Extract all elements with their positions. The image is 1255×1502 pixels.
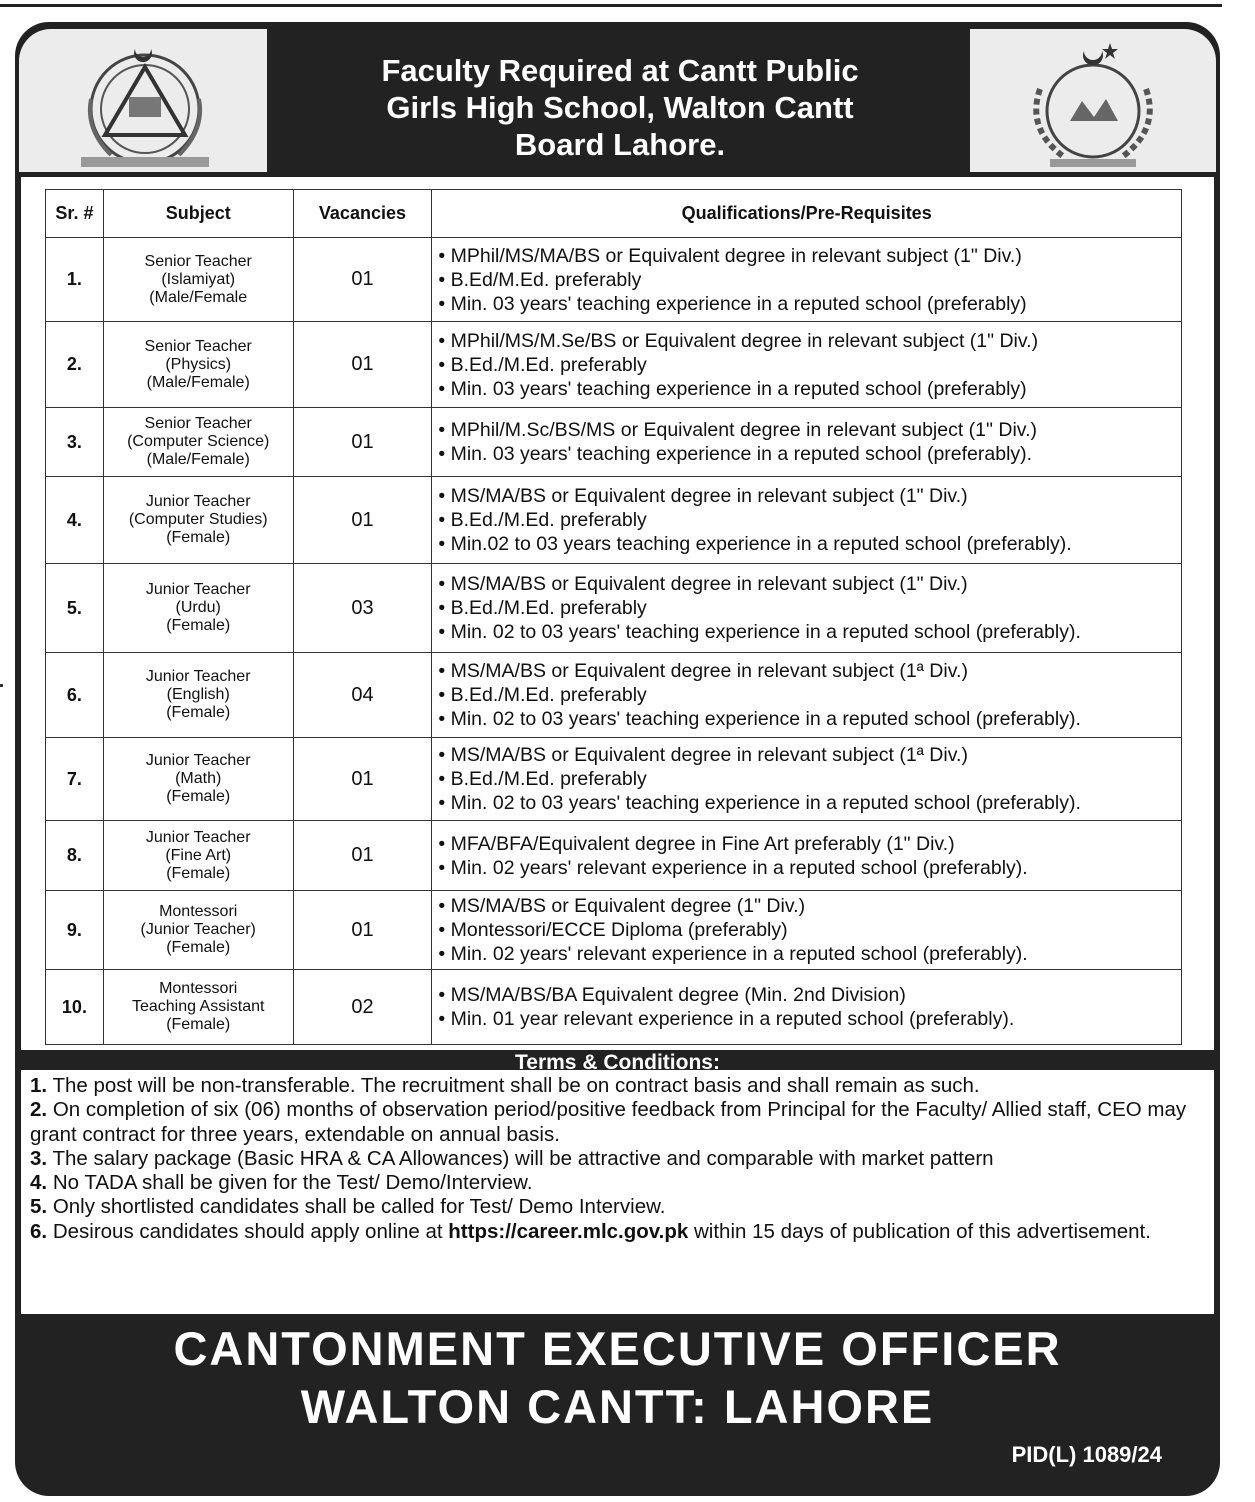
advertisement-frame xyxy=(15,22,1220,1496)
qualification-item: • Min. 02 years' relevant experience in a reputed school (preferably). xyxy=(438,856,1181,880)
table-row xyxy=(46,738,1182,821)
term-number: 1. xyxy=(30,1074,48,1097)
subject-line: Montessori xyxy=(159,903,238,920)
qualification-item: • B.Ed./M.Ed. preferably xyxy=(438,508,1181,532)
header-subject: Subject xyxy=(103,190,293,238)
row-sr: 5. xyxy=(46,564,104,653)
qualification-item: • Min. 02 years' relevant experience in a reputed school (preferably). xyxy=(438,942,1181,966)
term-item xyxy=(30,1171,1210,1195)
subject-line: (Male/Female xyxy=(149,288,248,306)
subject-line: Montessori xyxy=(159,980,238,997)
row-subject xyxy=(103,477,293,564)
row-sr: 2. xyxy=(46,322,104,408)
table-row xyxy=(46,821,1182,891)
qualification-item: • Montessori/ECCE Diploma (preferably) xyxy=(438,918,1181,942)
subject-line: (Urdu) xyxy=(175,599,221,616)
row-qualifications xyxy=(432,322,1182,408)
term-item xyxy=(30,1098,1210,1147)
row-vacancies: 03 xyxy=(293,564,432,653)
qualification-item: • B.Ed./M.Ed. preferably xyxy=(438,353,1181,377)
header-qualifications: Qualifications/Pre-Requisites xyxy=(432,190,1182,238)
row-subject xyxy=(103,564,293,653)
row-qualifications xyxy=(432,821,1182,891)
school-logo xyxy=(19,29,267,172)
cantonment-board-logo xyxy=(970,29,1216,172)
qualification-item: • MPhil/MS/M.Se/BS or Equivalent degree in relevant subject (1" Div.) xyxy=(438,329,1181,353)
row-sr: 1. xyxy=(46,238,104,322)
qualification-item: • MS/MA/BS or Equivalent degree in relevant subject (1ª Div.) xyxy=(438,659,1181,683)
subject-line: (Fine Art) xyxy=(165,846,232,864)
row-subject xyxy=(103,738,293,821)
qualification-item: • MS/MA/BS/BA Equivalent degree (Min. 2nd Division) xyxy=(438,983,1181,1007)
row-vacancies: 01 xyxy=(293,322,432,408)
subject-line: Junior Teacher xyxy=(145,581,251,598)
qualification-item: • Min.02 to 03 years teaching experience in a reputed school (preferably). xyxy=(438,532,1181,556)
subject-line: (Physics) xyxy=(165,355,232,373)
subject-line: Junior Teacher xyxy=(145,752,251,769)
qualification-item: • Min. 02 to 03 years' teaching experience in a reputed school (preferably). xyxy=(438,620,1181,644)
row-qualifications xyxy=(432,564,1182,653)
subject-line: Junior Teacher xyxy=(145,668,251,685)
row-sr: 3. xyxy=(46,408,104,477)
row-subject xyxy=(103,653,293,738)
subject-line: Senior Teacher xyxy=(144,415,252,432)
row-qualifications xyxy=(432,891,1182,970)
subject-line: (Computer Studies) xyxy=(128,511,268,528)
table-row xyxy=(46,477,1182,564)
subject-line: Senior Teacher xyxy=(144,252,252,270)
row-subject xyxy=(103,970,293,1045)
row-vacancies: 04 xyxy=(293,653,432,738)
qualification-item: • MPhil/MS/MA/BS or Equivalent degree in relevant subject (1" Div.) xyxy=(438,244,1181,268)
main-content xyxy=(21,177,1214,1314)
table-header-row xyxy=(46,190,1182,238)
subject-line: (Female) xyxy=(166,617,231,634)
subject-line: (Female) xyxy=(166,939,231,956)
row-vacancies: 01 xyxy=(293,408,432,477)
qualification-item: • B.Ed./M.Ed. preferably xyxy=(438,683,1181,707)
subject-line: Junior Teacher xyxy=(145,493,251,510)
term-number: 5. xyxy=(30,1195,48,1219)
top-rule xyxy=(0,4,1222,7)
row-vacancies: 01 xyxy=(293,477,432,564)
subject-line: (Math) xyxy=(175,770,222,787)
qualification-item: • B.Ed./M.Ed. preferably xyxy=(438,767,1181,791)
term-text: No TADA shall be given for the Test/ Demo/Interview. xyxy=(52,1171,533,1195)
term-item xyxy=(30,1220,1210,1244)
page-title xyxy=(277,52,963,163)
table-row xyxy=(46,891,1182,970)
qualification-item: • Min. 01 year relevant experience in a reputed school (preferably). xyxy=(438,1007,1181,1031)
row-qualifications xyxy=(432,970,1182,1045)
pid-number: PID(L) 1089/24 xyxy=(1011,1442,1162,1467)
subject-line: (Female) xyxy=(166,704,231,721)
footer xyxy=(15,1314,1220,1496)
subject-line: (Islamiyat) xyxy=(161,270,236,288)
table-row xyxy=(46,653,1182,738)
qualification-item: • MS/MA/BS or Equivalent degree (1" Div.) xyxy=(438,894,1181,918)
subject-line: Junior Teacher xyxy=(145,828,251,846)
qualification-item: • B.Ed./M.Ed. preferably xyxy=(438,596,1181,620)
row-sr: 7. xyxy=(46,738,104,821)
term-text: Only shortlisted candidates shall be called for Test/ Demo Interview. xyxy=(52,1195,666,1219)
qualification-item: • B.Ed/M.Ed. preferably xyxy=(438,268,1181,292)
subject-line: Teaching Assistant xyxy=(131,998,265,1015)
subject-line: Senior Teacher xyxy=(144,337,252,355)
subject-line: (English) xyxy=(166,686,230,703)
subject-line: (Male/Female) xyxy=(146,373,250,391)
cantonment-seal-icon xyxy=(970,29,1216,172)
qualification-item: • MFA/BFA/Equivalent degree in Fine Art preferably (1" Div.) xyxy=(438,832,1181,856)
row-sr: 4. xyxy=(46,477,104,564)
row-qualifications xyxy=(432,653,1182,738)
row-sr: 8. xyxy=(46,821,104,891)
header-vacancies: Vacancies xyxy=(293,190,432,238)
qualification-item: • MS/MA/BS or Equivalent degree in relevant subject (1" Div.) xyxy=(438,572,1181,596)
term-item xyxy=(30,1074,1210,1098)
table-row xyxy=(46,322,1182,408)
term-text: Desirous candidates should apply online at xyxy=(52,1219,443,1243)
row-subject xyxy=(103,408,293,477)
row-qualifications xyxy=(432,238,1182,322)
subject-line: (Female) xyxy=(166,864,231,882)
vacancies-table xyxy=(45,189,1182,1045)
title-line: Board Lahore. xyxy=(514,127,726,162)
subject-line: (Female) xyxy=(166,788,231,805)
row-vacancies: 01 xyxy=(293,738,432,821)
margin-mark xyxy=(0,684,3,687)
qualification-item: • MS/MA/BS or Equivalent degree in relevant subject (1ª Div.) xyxy=(438,743,1181,767)
qualification-item: • MPhil/M.Sc/BS/MS or Equivalent degree in relevant subject (1" Div.) xyxy=(438,418,1181,442)
school-crest-icon xyxy=(19,29,267,172)
subject-line: (Female) xyxy=(166,1016,231,1033)
row-subject xyxy=(103,238,293,322)
row-sr: 10. xyxy=(46,970,104,1045)
subject-line: (Male/Female) xyxy=(146,451,250,468)
issuer-line: CANTONMENT EXECUTIVE OFFICER xyxy=(173,1322,1062,1375)
qualification-item: • Min. 03 years' teaching experience in a reputed school (preferably) xyxy=(438,292,1181,316)
subject-line: (Computer Science) xyxy=(127,433,270,450)
qualification-item: • Min. 03 years' teaching experience in a reputed school (preferably). xyxy=(438,442,1181,466)
term-number: 6. xyxy=(30,1219,48,1243)
row-qualifications xyxy=(432,738,1182,821)
row-qualifications xyxy=(432,408,1182,477)
issuer xyxy=(15,1320,1220,1436)
row-vacancies: 01 xyxy=(293,821,432,891)
qualification-item: • Min. 02 to 03 years' teaching experience in a reputed school (preferably). xyxy=(438,707,1181,731)
row-sr: 6. xyxy=(46,653,104,738)
header-sr: Sr. # xyxy=(46,190,104,238)
qualification-item: • Min. 03 years' teaching experience in a reputed school (preferably) xyxy=(438,377,1181,401)
terms-title: Terms & Conditions: xyxy=(515,1051,720,1074)
row-sr: 9. xyxy=(46,891,104,970)
apply-link[interactable]: https://career.mlc.gov.pk xyxy=(448,1219,689,1243)
term-text: On completion of six (06) months of observation period/positive feedback from Principal for the Faculty/ Allied staff, CEO may grant contract for three years, extendable on annual basis. xyxy=(30,1098,1187,1146)
table-row xyxy=(46,564,1182,653)
row-vacancies: 02 xyxy=(293,970,432,1045)
term-number: 4. xyxy=(30,1171,48,1195)
subject-line: (Female) xyxy=(166,529,231,546)
row-qualifications xyxy=(432,477,1182,564)
table-row xyxy=(46,238,1182,322)
row-subject xyxy=(103,322,293,408)
table-row xyxy=(46,408,1182,477)
qualification-item: • Min. 02 to 03 years' teaching experience in a reputed school (preferably). xyxy=(438,791,1181,815)
term-number: 2. xyxy=(30,1098,48,1122)
row-subject xyxy=(103,891,293,970)
term-number: 3. xyxy=(30,1146,48,1170)
term-text: The salary package (Basic HRA & CA Allowances) will be attractive and comparable with market pattern xyxy=(52,1146,994,1170)
title-line: Girls High School, Walton Cantt xyxy=(386,90,854,125)
qualification-item: • MS/MA/BS or Equivalent degree in relevant subject (1" Div.) xyxy=(438,484,1181,508)
issuer-line: WALTON CANTT: LAHORE xyxy=(300,1380,935,1433)
row-vacancies: 01 xyxy=(293,238,432,322)
table-row xyxy=(46,970,1182,1045)
term-item xyxy=(30,1195,1210,1219)
row-subject xyxy=(103,821,293,891)
term-text: within 15 days of publication of this advertisement. xyxy=(694,1219,1151,1243)
terms-list xyxy=(30,1074,1210,1244)
term-text: The post will be non-transferable. The recruitment shall be on contract basis and shall remain as such. xyxy=(52,1074,980,1097)
header xyxy=(15,22,1220,177)
title-line: Faculty Required at Cantt Public xyxy=(381,53,859,88)
subject-line: (Junior Teacher) xyxy=(140,921,256,938)
term-item xyxy=(30,1147,1210,1171)
row-vacancies: 01 xyxy=(293,891,432,970)
